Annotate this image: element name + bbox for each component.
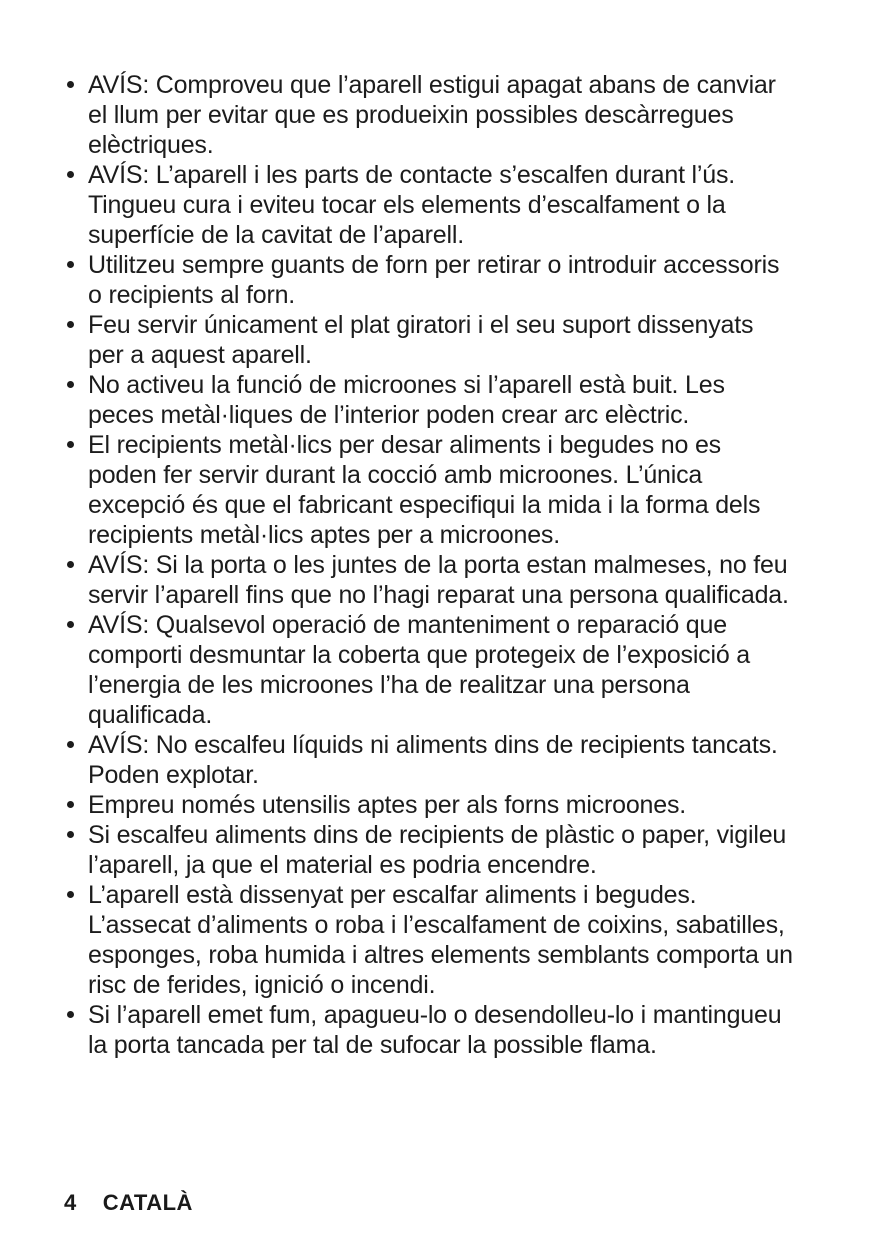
bullet-text: Si escalfeu aliments dins de recipients de plàstic o paper, vigileu l’aparell, ja que el material es podria encendre. [88, 821, 787, 879]
language-label: CATALÀ [102, 1190, 193, 1215]
bullet-icon [67, 741, 74, 748]
bullet-icon [67, 891, 74, 898]
list-item [64, 610, 794, 730]
bullet-icon [67, 801, 74, 808]
bullet-text: Feu servir únicament el plat giratori i el seu suport dissenyats per a aquest aparell. [88, 311, 754, 369]
bullet-text: AVÍS: L’aparell i les parts de contacte s’escalfen durant l’ús. Tingueu cura i eviteu tocar els elements d’escalfament o la superfície de la cavitat de l’aparell. [88, 161, 736, 249]
bullet-text: Si l’aparell emet fum, apagueu-lo o desendolleu-lo i mantingueu la porta tancada per tal de sufocar la possible flama. [88, 1001, 782, 1059]
bullet-icon [67, 321, 74, 328]
bullet-text: L’aparell està dissenyat per escalfar aliments i begudes. L’assecat d’aliments o roba i l’escalfament de coixins, sabatilles, esponges, roba humida i altres elements semblants comporta un risc de ferides, ignició o incendi. [88, 881, 793, 999]
bullet-text: Empreu només utensilis aptes per als forns microones. [88, 791, 687, 819]
bullet-icon [67, 381, 74, 388]
bullet-icon [67, 441, 74, 448]
list-item [64, 370, 794, 430]
bullet-icon [67, 261, 74, 268]
list-item [64, 250, 794, 310]
page-footer [64, 1190, 193, 1216]
list-item [64, 790, 794, 820]
list-item [64, 730, 794, 790]
list-item [64, 310, 794, 370]
bullet-icon [67, 81, 74, 88]
bullet-text: El recipients metàl·lics per desar aliments i begudes no es poden fer servir durant la cocció amb microones. L’única excepció és que el fabricant especifiqui la mida i la forma dels recipients metàl·lics aptes per a microones. [88, 431, 761, 549]
list-item [64, 70, 794, 160]
bullet-text: AVÍS: Comproveu que l’aparell estigui apagat abans de canviar el llum per evitar que es produeixin possibles descàrregues elèctriques. [88, 71, 776, 159]
bullet-icon [67, 1011, 74, 1018]
bullet-text: AVÍS: Si la porta o les juntes de la porta estan malmeses, no feu servir l’aparell fins que no l’hagi reparat una persona qualificada. [88, 551, 789, 609]
list-item [64, 550, 794, 610]
bullet-text: AVÍS: Qualsevol operació de manteniment o reparació que comporti desmuntar la coberta que protegeix de l’exposició a l’energia de les microones l’ha de realitzar una persona qualificada. [88, 611, 750, 729]
list-item [64, 430, 794, 550]
bullet-icon [67, 621, 74, 628]
bullet-text: AVÍS: No escalfeu líquids ni aliments dins de recipients tancats. Poden explotar. [88, 731, 778, 789]
list-item [64, 820, 794, 880]
list-item [64, 1000, 794, 1060]
bullet-text: No activeu la funció de microones si l’aparell està buit. Les peces metàl·liques de l’interior poden crear arc elèctric. [88, 371, 725, 429]
safety-warning-list [64, 70, 794, 1060]
list-item [64, 160, 794, 250]
bullet-icon [67, 561, 74, 568]
bullet-icon [67, 171, 74, 178]
bullet-icon [67, 831, 74, 838]
bullet-text: Utilitzeu sempre guants de forn per retirar o introduir accessoris o recipients al forn. [88, 251, 780, 309]
list-item [64, 880, 794, 1000]
page-number: 4 [64, 1190, 77, 1215]
